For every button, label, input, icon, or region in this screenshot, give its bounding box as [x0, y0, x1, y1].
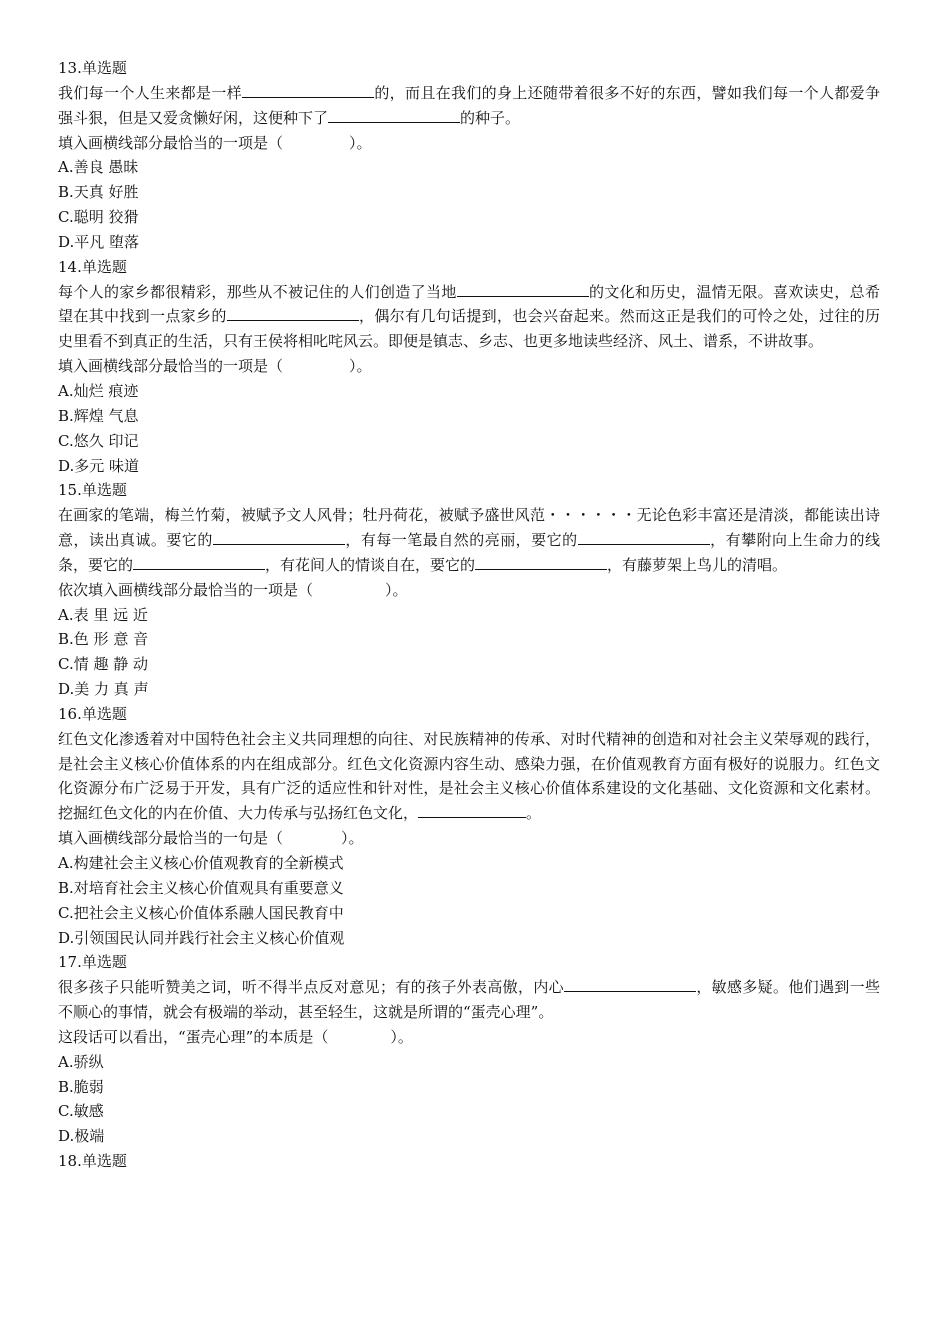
exam-page: [58, 56, 880, 1174]
answer-blank: [475, 553, 607, 570]
question-14-option-a[interactable]: A.灿烂 痕迹: [58, 381, 139, 400]
question-13-stem: 我们每一个人生来都是一样 的，而且在我们的身上还随带着很多不好的东西，譬如我们每一个人都爱争强斗狠，但是又爱贪懒好闲，这便种下了 的种子。: [58, 81, 880, 131]
question-13-prompt: 填入画横线部分最恰当的一项是（ ）。: [58, 133, 372, 152]
question-16-option-c[interactable]: C.把社会主义核心价值体系融人国民教育中: [58, 903, 344, 922]
question-14-option-c[interactable]: C.悠久 印记: [58, 431, 139, 450]
answer-blank: [133, 553, 265, 570]
question-16-option-d[interactable]: D.引领国民认同并践行社会主义核心价值观: [58, 928, 345, 947]
question-17-prompt: 这段话可以看出，“蛋壳心理”的本质是（ ）。: [58, 1027, 413, 1046]
question-14-number: 14.单选题: [58, 257, 127, 276]
question-15-option-c[interactable]: C.情 趣 静 动: [58, 655, 149, 674]
question-16-option-b[interactable]: B.对培育社会主义核心价值观具有重要意义: [58, 878, 344, 897]
answer-blank: [578, 528, 710, 545]
question-15-option-a[interactable]: A.表 里 远 近: [58, 605, 148, 624]
question-14-option-d[interactable]: D.多元 味道: [58, 456, 140, 475]
question-17-option-c[interactable]: C.敏感: [58, 1102, 104, 1121]
question-17-option-a[interactable]: A.骄纵: [58, 1052, 104, 1071]
question-18-number: 18.单选题: [58, 1152, 127, 1171]
question-13-option-a[interactable]: A.善良 愚昧: [58, 158, 139, 177]
question-17-option-b[interactable]: B.脆弱: [58, 1077, 104, 1096]
question-15-option-b[interactable]: B.色 形 意 音: [58, 630, 149, 649]
answer-blank: [564, 975, 696, 992]
question-16-option-a[interactable]: A.构建社会主义核心价值观教育的全新模式: [58, 854, 344, 872]
question-16-stem: 红色文化渗透着对中国特色社会主义共同理想的向往、对民族精神的传承、对时代精神的创造和对社会主义荣辱观的践行，是社会主义核心价值体系的内在组成部分。红色文化资源内容生动、感染力强，在价值观教育方面有极好的说服力。红色文化资源分布广泛易于开发，具有广泛的适应性和针对性，是社会主义核心价值体系建设的文化基础、文化资源和文化素材。挖掘红色文化的内在价值、大力传承与弘扬红色文化， 。: [58, 729, 880, 823]
question-17-option-d[interactable]: D.极端: [58, 1127, 105, 1146]
answer-blank: [213, 528, 345, 545]
question-13-option-d[interactable]: D.平凡 堕落: [58, 232, 140, 251]
question-13-option-b[interactable]: B.天真 好胜: [58, 183, 139, 202]
question-13-option-c[interactable]: C.聪明 狡猾: [58, 208, 139, 227]
question-14-option-b[interactable]: B.辉煌 气息: [58, 406, 139, 425]
question-14-prompt: 填入画横线部分最恰当的一项是（ ）。: [58, 357, 372, 376]
question-15-option-d[interactable]: D.美 力 真 声: [58, 680, 149, 699]
question-13-number: 13.单选题: [58, 59, 127, 77]
answer-blank: [457, 280, 589, 297]
question-16-number: 16.单选题: [58, 704, 127, 723]
question-16-prompt: 填入画横线部分最恰当的一句是（ ）。: [58, 829, 364, 848]
answer-blank: [328, 106, 460, 123]
question-15-stem: 在画家的笔端，梅兰竹菊，被赋予文人风骨；牡丹荷花，被赋予盛世风范・・・・・・无论色彩丰富还是清淡，都能读出诗意，读出真诚。要它的 ，有每一笔最自然的亮丽，要它的 ，有攀附向上生命力的线条，要它的 ，有花间人的情谈自在，要它的 ，有藤萝架上鸟儿的清唱。: [58, 506, 880, 574]
question-17-stem: 很多孩子只能听赞美之词，听不得半点反对意见；有的孩子外表高傲，内心 ，敏感多疑。他们遇到一些不顺心的事情，就会有极端的举动，甚至轻生，这就是所谓的“蛋壳心理”。: [58, 975, 880, 1025]
question-14-stem: 每个人的家乡都很精彩，那些从不被记住的人们创造了当地 的文化和历史，温情无限。喜欢读史，总希望在其中找到一点家乡的 ，偶尔有几句话提到，也会兴奋起来。然而这正是我们的可怜之处，过往的历史里看不到真正的生活，只有王侯将相叱咤风云。即便是镇志、乡志、也更多地读些经济、风土、谱系，不讲故事。: [58, 280, 880, 355]
answer-blank: [227, 304, 359, 321]
question-15-number: 15.单选题: [58, 481, 127, 500]
answer-blank: [242, 81, 374, 98]
question-15-prompt: 依次填入画横线部分最恰当的一项是（ ）。: [58, 580, 408, 599]
answer-blank: [418, 801, 526, 818]
question-17-number: 17.单选题: [58, 953, 127, 972]
